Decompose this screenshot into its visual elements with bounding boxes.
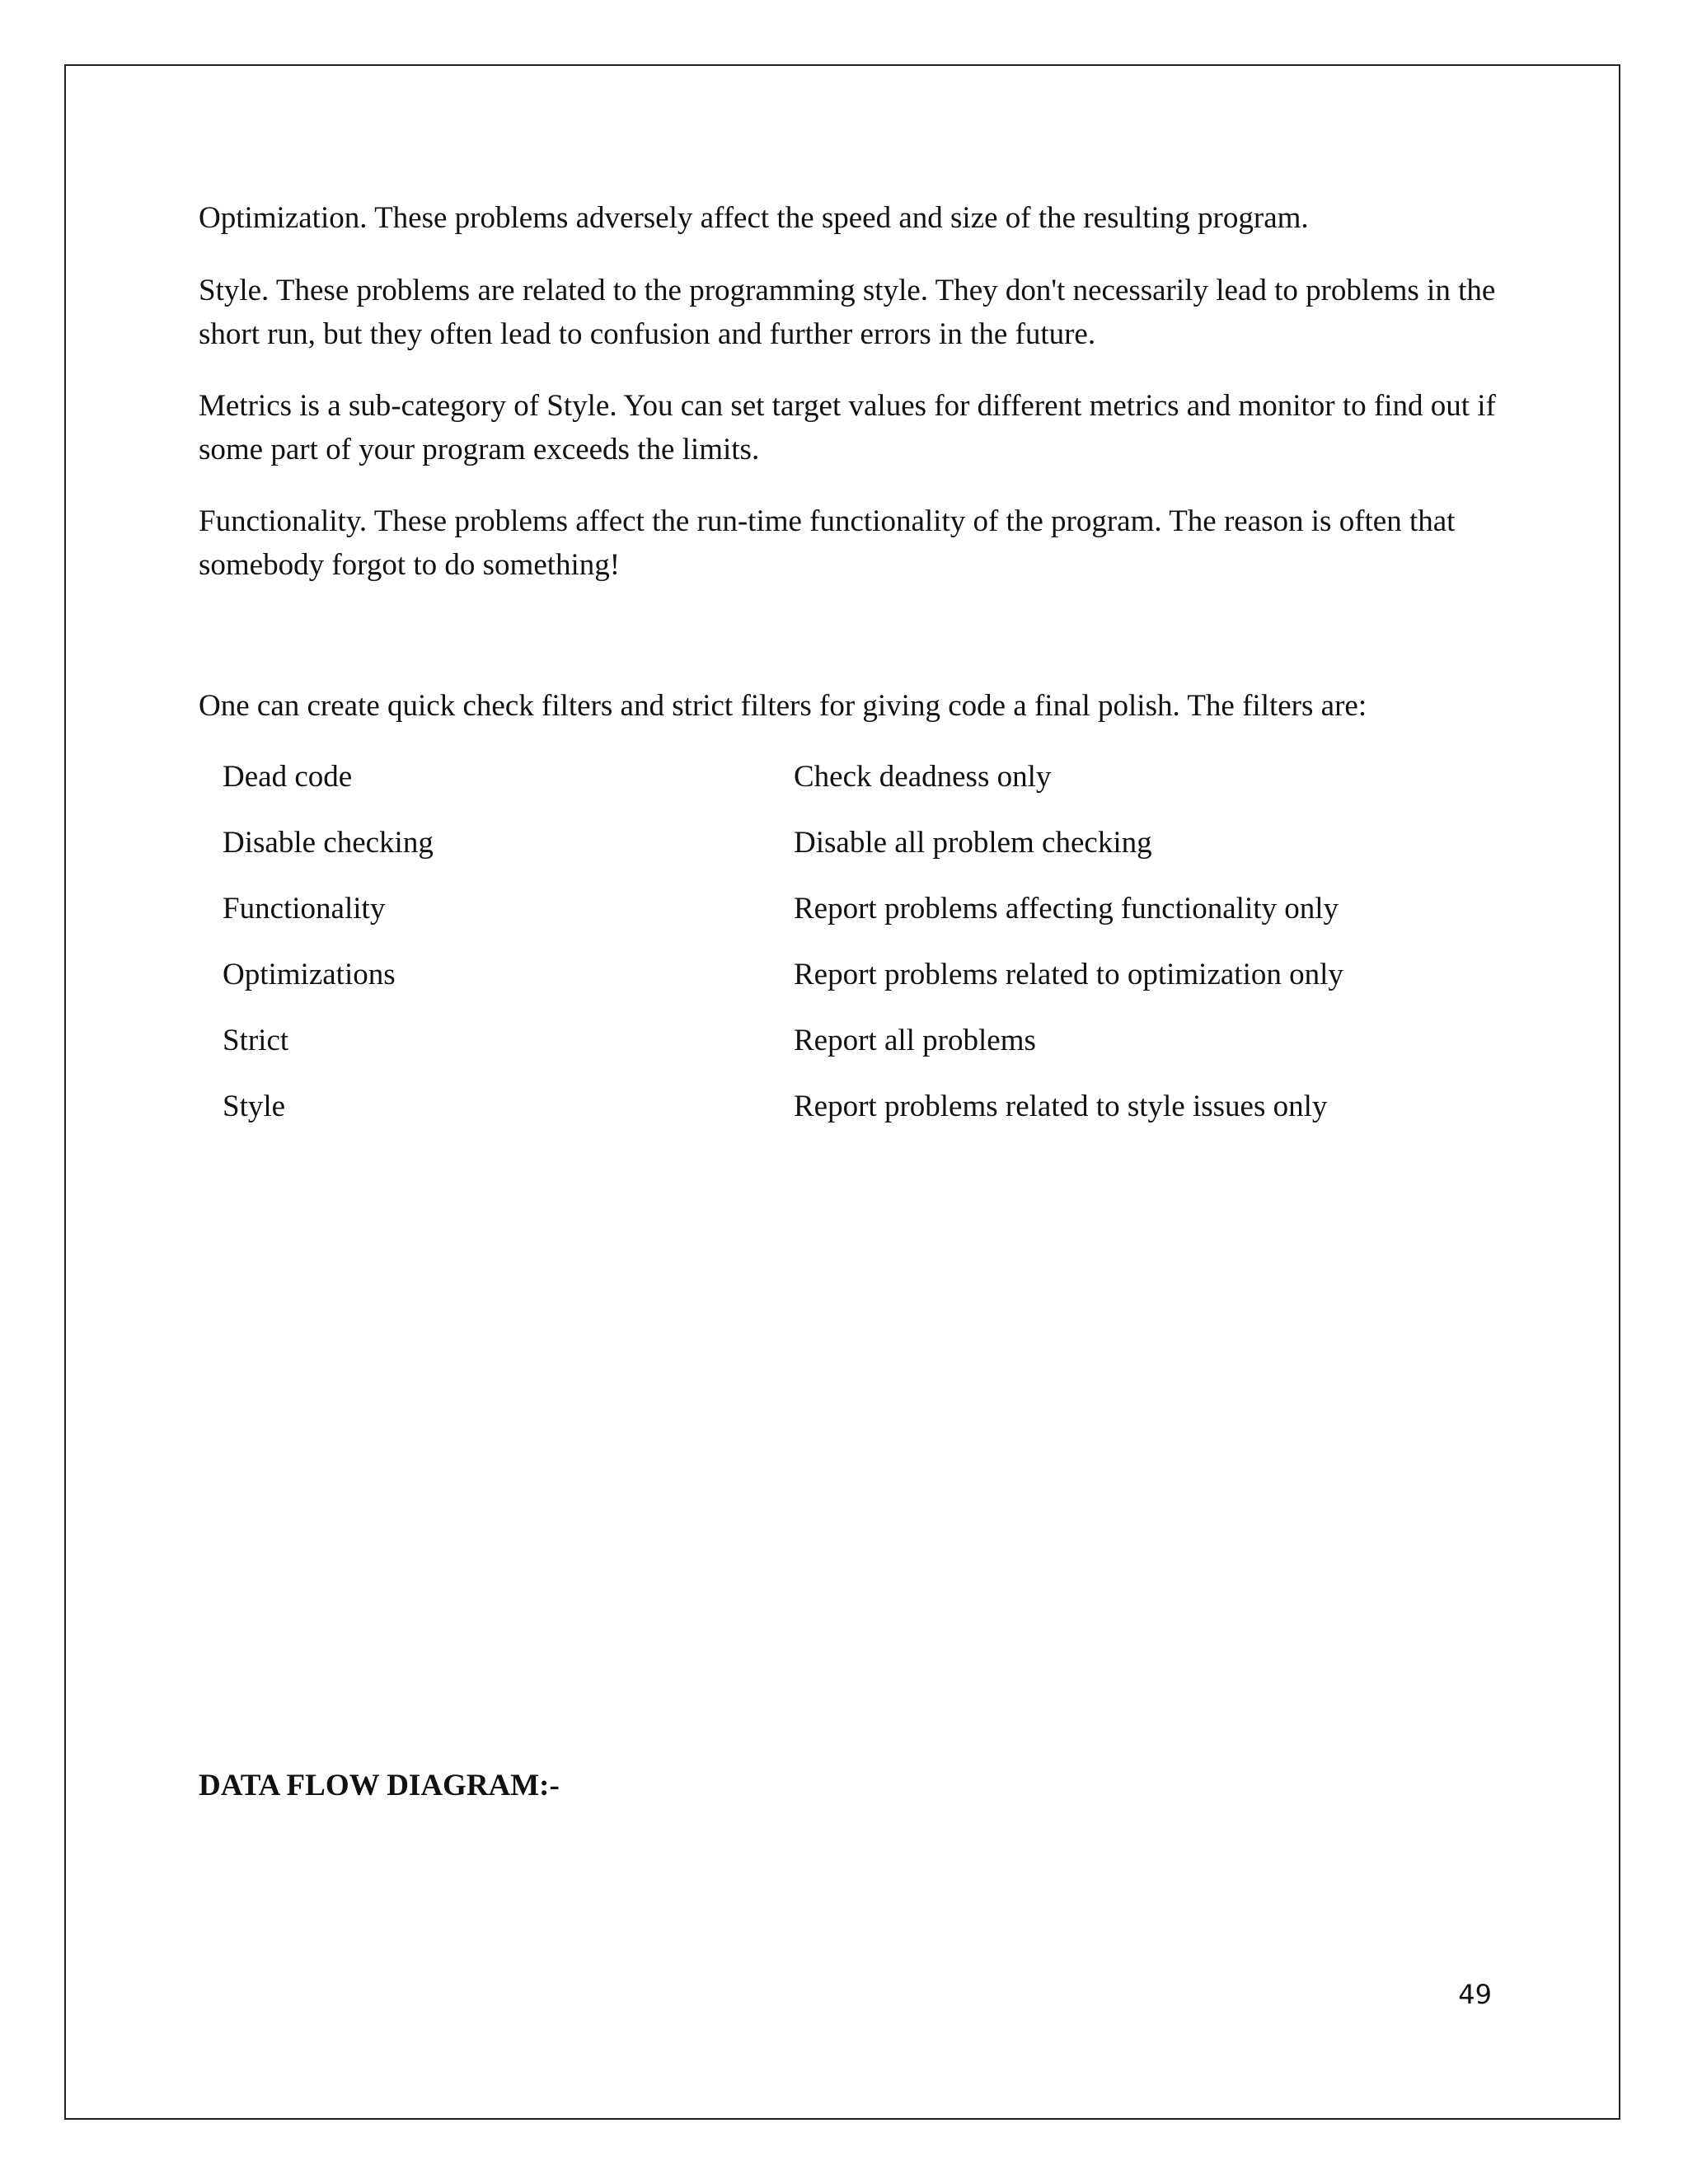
filter-row [0, 887, 1688, 930]
paragraph-style: Style. These problems are related to the programming style. They don't necessarily lead to problems in the short run, but they often lead to confusion and further errors in the future. [199, 274, 1496, 351]
paragraph-functionality: Functionality. These problems affect the run-time functionality of the program. The reason is often that somebody forgot to do something! [199, 504, 1456, 582]
filter-description: Report problems related to style issues only [794, 1090, 1328, 1123]
filter-name: Dead code [223, 760, 353, 794]
filter-name: Strict [223, 1024, 289, 1057]
section-heading: DATA FLOW DIAGRAM:- [199, 1769, 560, 1802]
paragraph-optimization: Optimization. These problems adversely affect the speed and size of the resulting program. [199, 201, 1309, 235]
filter-row [0, 953, 1688, 996]
filter-description: Check deadness only [794, 760, 1052, 794]
filter-row [0, 821, 1688, 865]
filter-description: Disable all problem checking [794, 826, 1152, 860]
filter-name: Functionality [223, 892, 386, 926]
filter-description: Report problems affecting functionality only [794, 892, 1339, 926]
filter-name: Disable checking [223, 826, 434, 860]
filter-name: Style [223, 1090, 286, 1123]
filter-row [0, 1019, 1688, 1062]
filter-row [0, 1085, 1688, 1128]
filter-row [0, 755, 1688, 799]
page-number: 49 [1458, 1979, 1492, 2010]
filter-description: Report all problems [794, 1024, 1036, 1057]
filter-name: Optimizations [223, 958, 396, 991]
paragraph-metrics: Metrics is a sub-category of Style. You can set target values for different metrics and monitor to find out if some part of your program exceeds the limits. [199, 389, 1496, 466]
paragraph-filters-intro: One can create quick check filters and strict filters for giving code a final polish. The filters are: [199, 689, 1367, 723]
filter-description: Report problems related to optimization only [794, 958, 1343, 991]
